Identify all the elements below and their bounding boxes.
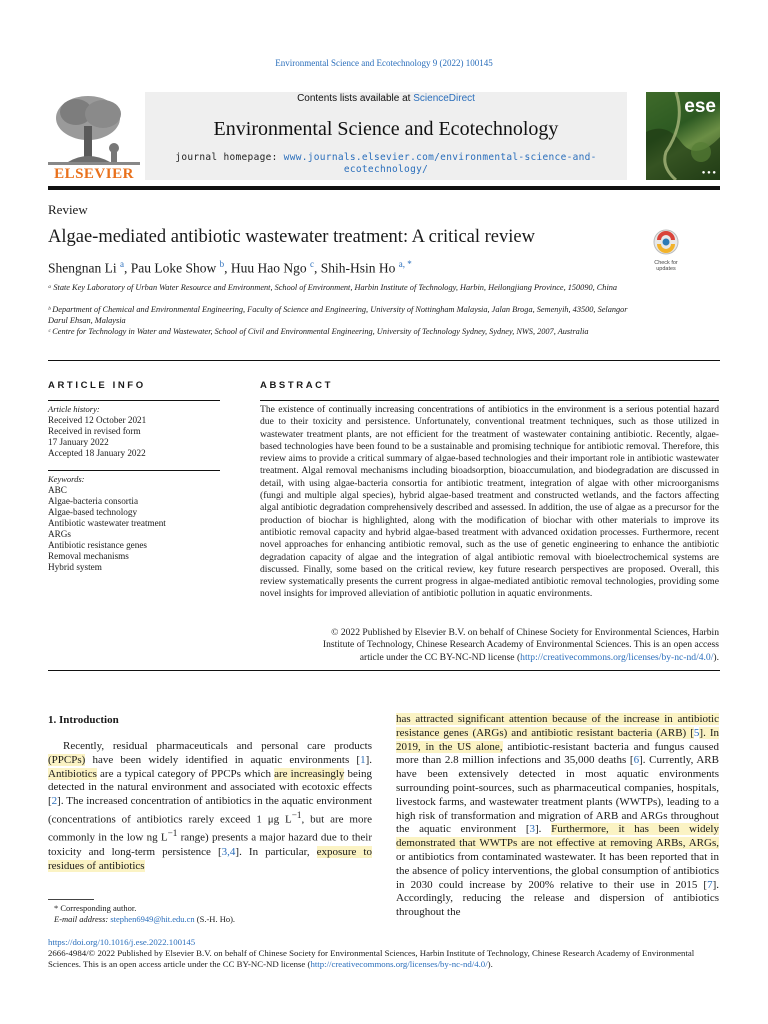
body-column-right [396,713,719,920]
keyword[interactable]: ARGs [48,529,71,539]
abstract-rule [260,400,719,401]
citation-link[interactable]: 6 [633,754,640,767]
elsevier-wordmark[interactable]: ELSEVIER [54,166,134,182]
author-name[interactable]: Huu Hao Ngo [230,260,307,276]
copyright-line: Institute of Technology, Chinese Research Academy of Environmental Sciences. This is an open access [322,639,719,651]
affiliation: ᵇ Department of Chemical and Environmental Engineering, Faculty of Science and Engineering, University of Nottingham Malaysia, Jalan Broga, Semenyih, 43500, Selangor Darul Ehsan, Malaysia [48,305,628,325]
journal-masthead [48,86,720,184]
author-affiliation-marker[interactable]: b [219,259,225,269]
keyword-list [48,485,166,573]
keywords-rule [48,470,220,471]
paragraph: Recently, residual pharmaceuticals and personal care products (PPCPs) have been widely identified in aquatic environments [1]. Antibiotics are a typical category of PPCPs which are increasingly being detected in the natural environment and associated with ecotoxic effects [2]. The increased concentration of antibiotics in the aquatic environment (concentrations of antibiotics rarely exceed 1 μg $L^{-1}$, but are more commonly in the low ng $L^{-1}$ range) presents a major hazard due to their toxicity and long-term persistence [3,4]. In particular, exposure to residues of antibiotics [48,740,372,872]
keyword[interactable]: Removal mechanisms [48,551,129,561]
highlight: are increasingly [274,767,345,780]
abstract-copyright [260,627,719,664]
article-history-label: Article history: [48,404,100,414]
article-type: Review [48,202,88,217]
author-affiliation-marker[interactable]: a, * [398,259,412,269]
author-affiliation-marker[interactable]: a [120,259,124,269]
issn-copyright: 2666-4984/© 2022 Published by Elsevier B.V. on behalf of Chinese Society for Environmental Sciences, Harbin Institute of Technology, Chinese Research Academy of Environmental Sciences. This is an open access article under the CC BY-NC-ND license (http://creativecommons.org/licenses/by-nc-nd/4.0/). [48,948,695,969]
abstract-body: The existence of continually increasing concentrations of antibiotics in the environment is a serious potential hazard due to their toxicity and persistence. Unfortunately, conventional treatment techniques, such as those utilized in wastewater treatment plants, are not efficient for the treatment of wastewater containing antibiotic. Recently, algae-based technologies have been found to be a sustainable and promising technique for antibiotic removal. Therefore, this review aims to provide a critical summary of algae-based technologies and their important role in antibiotic wastewater treatment. Algal removal mechanisms including bioadsorption, bioaccumulation, and biodegradation are discussed in detail, with using algae-bacteria consortia for antibiotic treatment, integration of algae with other microorganisms (fungi and multiple algal species), hybrid algae-based treatment and constructed wetlands, and the factors affecting algal antibiotic degradation comprehensively described and assessed. In addition, the use of algae as a precursor for the production of biochar is highlighted, along with the modification of biochar with other materials to improve its antibiotic removal capacity and hybrid algae-based treatment with advanced oxidation processes. Furthermore, recent novel approaches for enhancing antibiotic removal, such as the use of genetic engineering to enhance the antibiotic degradation capacity of algae and the integration of algal antibiotic removal with bioelectrochemical systems are discussed. Finally, some based on the critical review, key future research perspectives are proposed. Overall, this review systematically presents the current progress in algae-mediated antibiotic removal technologies, providing some novel insights for improved alleviation of antibiotic pollution in aquatic environments. [260,404,719,600]
homepage-url-link-cont[interactable]: ecotechnology/ [343,164,429,175]
keyword[interactable]: Algae-bacteria consortia [48,496,139,506]
citation-link[interactable]: 5 [693,726,700,739]
author-name[interactable]: Shih-Hsin Ho [320,260,396,276]
citation-link[interactable]: 3,4 [221,845,236,858]
license-link[interactable]: http://creativecommons.org/licenses/by-nc-nd/4.0/ [520,651,714,663]
keyword[interactable]: Antibiotic resistance genes [48,540,147,550]
author-name[interactable]: Shengnan Li [48,260,117,276]
highlight: has attracted significant attention because of the increase in antibiotic resistance genes (ARGs) and antibiotic resistant bacteria (ARB) [ [396,713,719,739]
check-for-updates-badge[interactable] [647,229,685,272]
keyword[interactable]: Algae-based technology [48,507,138,517]
history-line: Received in revised form [48,426,141,436]
masthead-rule [48,186,720,190]
author-affiliation-marker[interactable]: c [310,259,314,269]
highlight: exposure to residues of antibiotics [48,845,372,872]
journal-cover-image[interactable] [646,92,720,180]
corresponding-author-footnote: * Corresponding author. E-mail address: stephen6949@hit.edu.cn (S.-H. Ho). [54,903,236,924]
history-line: 17 January 2022 [48,437,109,447]
corresponding-author-label: * Corresponding author. [54,903,137,913]
keyword[interactable]: Antibiotic wastewater treatment [48,518,166,528]
history-line: Received 12 October 2021 [48,415,147,425]
keyword[interactable]: Hybrid system [48,562,102,572]
affiliation: ᵃ State Key Laboratory of Urban Water Resource and Environment, School of Environment, Harbin Institute of Technology, Harbin, Heilongjiang Province, 150090, China [48,283,618,292]
sciencedirect-link[interactable]: ScienceDirect [413,93,475,104]
copyright-line: article under the CC BY-NC-ND license (http://creativecommons.org/licenses/by-nc-nd/4.0/). [359,651,719,663]
author-email-link[interactable]: stephen6949@hit.edu.cn [110,913,195,924]
author-name[interactable]: Pau Loke Show [130,260,217,276]
doi-link[interactable]: https://doi.org/10.1016/j.ese.2022.100145 [48,937,196,947]
footnote-rule [48,899,94,900]
highlight: ]. In 2019, in the US alone, [396,726,720,753]
contents-line [145,93,627,104]
title-block-rule [48,360,720,361]
highlight: (PPCPs) [48,753,86,766]
copyright-line: © 2022 Published by Elsevier B.V. on behalf of Chinese Society for Environmental Sciences, Harbin [331,627,719,638]
footer-license-link[interactable]: http://creativecommons.org/licenses/by-nc-nd/4.0/ [310,959,488,969]
crossmark-label: Check for [654,260,678,266]
crossmark-label-2: updates [656,266,676,272]
highlight: Antibiotics [48,767,97,780]
paragraph: has attracted significant attention because of the increase in antibiotic resistance genes (ARGs) and antibiotic resistant bacteria (ARB) [5]. In 2019, in the US alone, antibiotic-resistant bacteria and fungus caused more than 2.8 million infections and 35,000 deaths [6]. Currently, ARB have been extensively detected in most aquatic environments surrounding point-sources, such as pharmaceutical companies, hospitals, livestock farms, and wastewater treatment plants (WWTPs), leading to a high risk of transformation and migration of ARB and ARGs throughout the aquatic environment [3]. Furthermore, it has been widely demonstrated that WWTPs are not effective at removing ARBs, ARGs, or antibiotics from contaminated wastewater. It has been reported that in the absence of policy interventions, the global consumption of antibiotics in 2030 could increase by 200% relative to their use in 2015 [7]. Accordingly, reducing the release and dispersion of antibiotics throughout the [396,713,720,919]
journal-homepage [153,152,619,176]
cover-footer: ● ● ● [701,170,716,176]
abstract-bottom-rule [48,670,720,671]
journal-citation[interactable]: Environmental Science and Ecotechnology 9 (2022) 100145 [275,58,493,68]
journal-title: Environmental Science and Ecotechnology [213,118,559,140]
keyword[interactable]: ABC [48,485,67,495]
crossmark-icon [653,229,679,255]
citation-link[interactable]: 3 [529,823,535,836]
body-column-left [48,740,372,873]
contents-prefix: Contents lists available at [297,93,414,104]
citation-link[interactable]: 1 [360,753,366,766]
article-info-heading: ARTICLE INFO [48,380,146,391]
history-line: Accepted 18 January 2022 [48,448,146,458]
article-info-rule [48,400,220,401]
article-title: Algae-mediated antibiotic wastewater treatment: A critical review [48,227,535,247]
citation-link[interactable]: 2 [51,795,58,808]
masthead-box [145,92,627,180]
author-list: Shengnan Li $^a$, Pau Loke Show $^b$, Huu Hao Ngo $^c$, Shih-Hsin Ho $^{a, *}$ [48,259,412,276]
section-heading-introduction: 1. Introduction [48,714,119,726]
article-history [48,415,146,459]
citation-link[interactable]: 7 [707,878,713,891]
highlight: Furthermore, it has been widely demonstrated that WWTPs are not effective at removing ARBs, ARGs, [396,823,719,850]
affiliation: ᶜ Centre for Technology in Water and Wastewater, School of Civil and Environmental Engineering, University of Technology Sydney, Sydney, NWS, 2007, Australia [48,327,589,336]
homepage-url-link[interactable]: www.journals.elsevier.com/environmental-science-and- [283,152,597,163]
abstract-heading: ABSTRACT [260,380,334,391]
keywords-label: Keywords: [48,474,85,484]
cover-ese-label: ese [684,96,716,117]
homepage-prefix: journal homepage: [175,152,284,163]
